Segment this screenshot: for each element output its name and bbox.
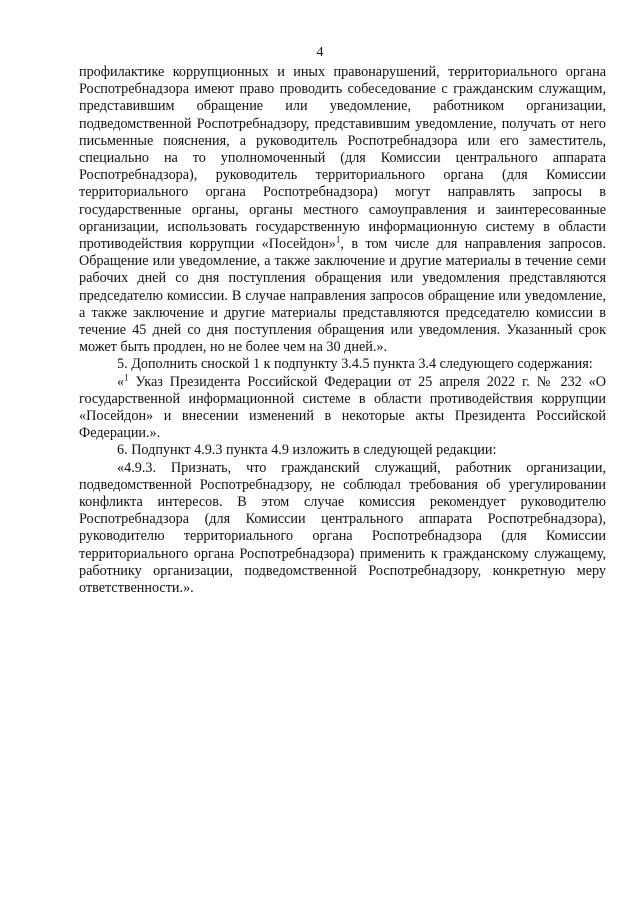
opening-quote: « (117, 373, 125, 390)
paragraph-item-6: 6. Подпункт 4.9.3 пункта 4.9 изложить в следующей редакции: (117, 442, 497, 459)
paragraph-continuation (79, 64, 606, 356)
paragraph-footnote-text (79, 371, 606, 443)
paragraph-text-continued: , в том числе для направления запросов. Обращение или уведомление, а также заключение и другие материалы в течение семи рабочих дней со дня поступления обращения или уведомления представляются председателю комиссии. В случае направления запросов обращение или уведомление, а также заключение и другие материалы представляются председателю комиссии в течение 45 дней со дня поступления обращения или уведомления. Указанный срок может быть продлен, но не более чем на 30 дней.». (79, 236, 606, 356)
paragraph-text: профилактике коррупционных и иных правонарушений, территориального органа Роспотребнадзора имеют право проводить собеседование с гражданским служащим, представившим обращение или уведомление, работником организации, подведомственной Роспотребнадзору, представившим уведомление, получать от него письменные пояснения, а руководитель Роспотребнадзора или его заместитель, специально на то уполномоченный (для Комиссии центрального аппарата Роспотребнадзора), руководитель территориального органа (для Комиссии территориального органа Роспотребнадзора) могут направлять запросы в государственные органы, органы местного самоуправления и заинтересованные организации, использовать государственную информационную систему в области противодействия коррупции «Посейдон» (79, 64, 606, 253)
page-number: 4 (316, 45, 324, 60)
footnote-body: Указ Президента Российской Федерации от 25 апреля 2022 г. № 232 «О государственной информационной системе в области противодействия коррупции «Посейдон» и внесении изменений в некоторые акты Президента Российской Федерации.». (79, 373, 606, 442)
paragraph-item-5: 5. Дополнить сноской 1 к подпункту 3.4.5 пункта 3.4 следующего содержания: (117, 356, 593, 373)
footnote-mark: 1 (124, 371, 129, 382)
document-body (79, 64, 606, 597)
paragraph-item-4-9-3: «4.9.3. Признать, что гражданский служащий, работник организации, подведомственной Роспотребнадзору, не соблюдал требования об урегулировании конфликта интересов. В этом случае комиссия рекомендует руководителю Роспотребнадзора (для Комиссии центрального аппарата Роспотребнадзора), руководителю территориального органа Роспотребнадзора (для Комиссии территориального органа Роспотребнадзора) применить к гражданскому служащему, работнику организации, подведомственной Роспотребнадзору, конкретную меру ответственности.». (79, 459, 606, 597)
footnote-mark: 1 (335, 234, 341, 245)
